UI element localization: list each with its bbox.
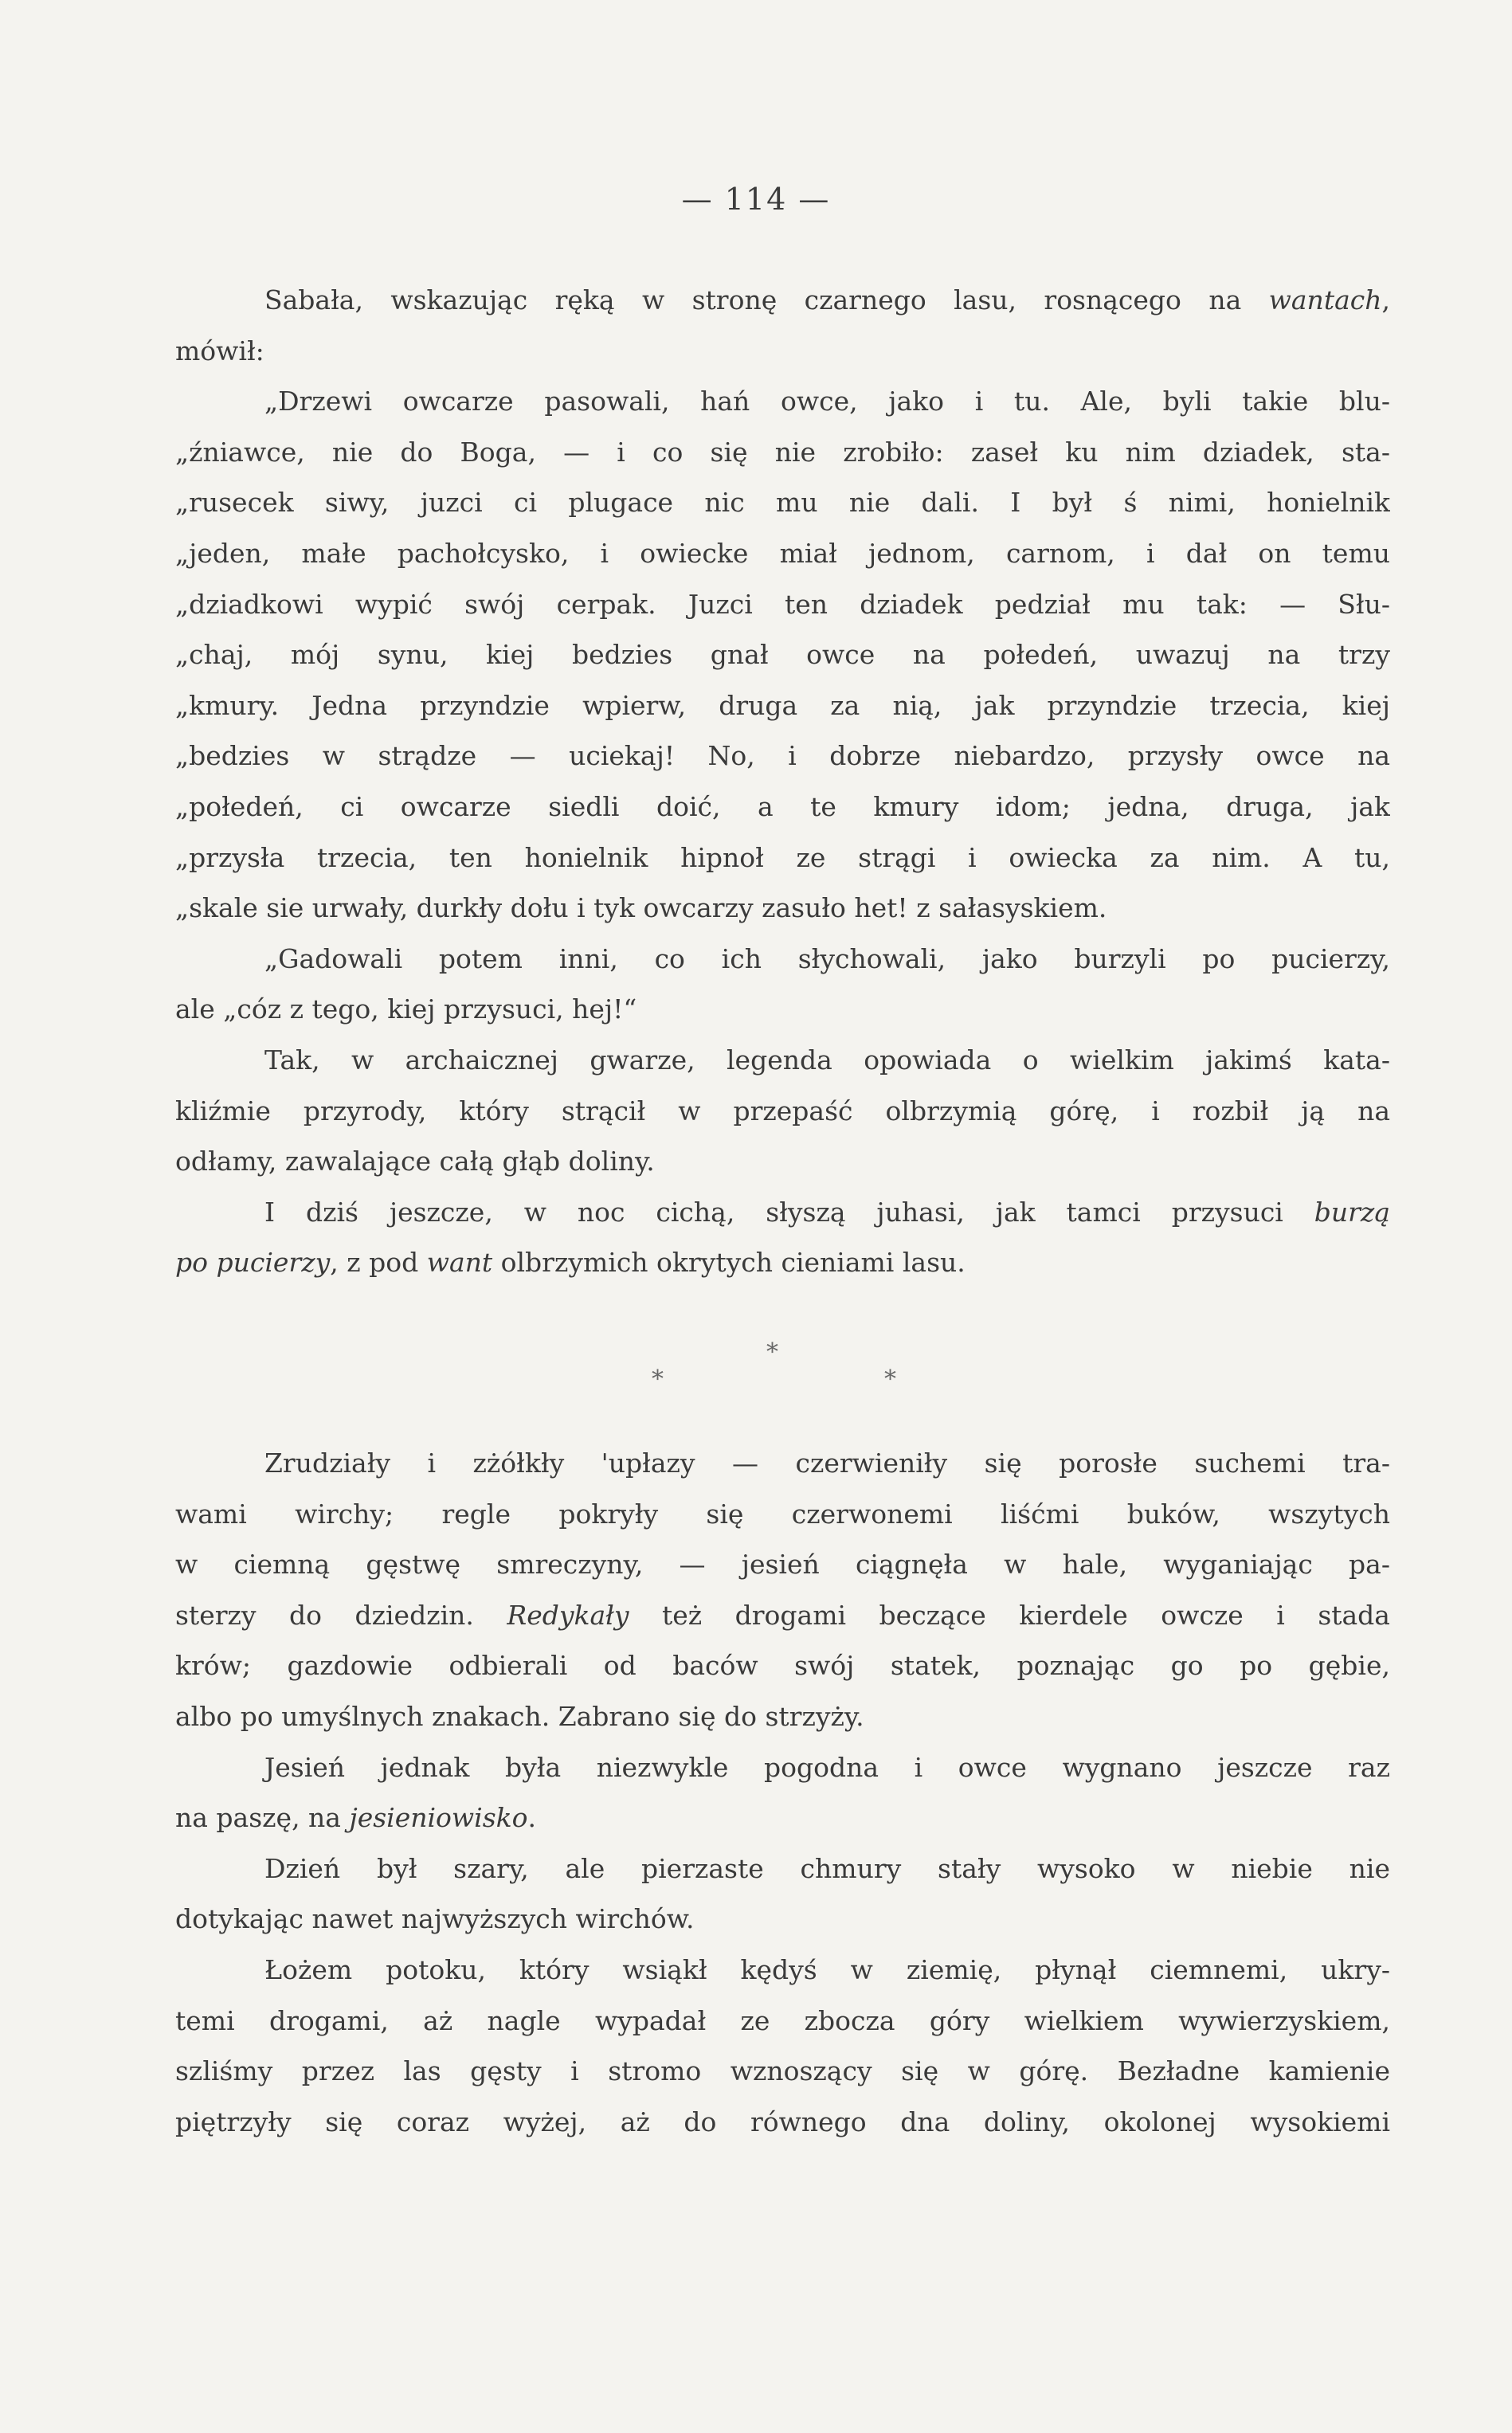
- text-run: krów; gazdowie odbierali od baców swój statek, poznając go po gębie,: [175, 1650, 1390, 1682]
- text-line: [175, 833, 1390, 883]
- text-run: szliśmy przez las gęsty i stromo wznoszący się w górę. Bezładne kamienie: [175, 2055, 1390, 2087]
- text-line: [175, 883, 1390, 934]
- text-line: [175, 477, 1390, 528]
- text-run: kliźmie przyrody, który strącił w przepaść olbrzymią górę, i rozbił ją na: [175, 1095, 1390, 1126]
- text-run: Łożem potoku, który wsiąkł kędyś w ziemię, płynął ciemnemi, ukry-: [264, 1953, 1390, 1985]
- autumn-text-block: [175, 1438, 1390, 2147]
- text-run: Tak, w archaicznej gwarze, legenda opowiada o wielkim jakimś kata-: [264, 1044, 1390, 1075]
- text-line: [175, 1742, 1390, 1793]
- text-line: [175, 1691, 1390, 1742]
- text-line: [175, 1438, 1390, 1489]
- text-run: dotykając nawet najwyższych wirchów.: [175, 1903, 695, 1935]
- asterism-divider: [0, 1338, 1512, 1402]
- text-run: „chaj, mój synu, kiej bedzies gnał owce na połedeń, uwazuj na trzy: [175, 639, 1390, 671]
- text-run: w ciemną gęstwę smreczyny, — jesień ciągnęła w hale, wyganiając pa-: [175, 1549, 1390, 1581]
- text-run: albo po umyślnych znakach. Zabrano się do strzyży.: [175, 1700, 864, 1732]
- italic-term: jesieniowisko: [349, 1802, 528, 1834]
- text-run: „źniawce, nie do Boga, — i co się nie zrobiło: zaseł ku nim dziadek, sta-: [175, 436, 1390, 468]
- text-run: też drogami beczące kierdele owcze i stada: [629, 1599, 1390, 1631]
- text-line: [175, 1539, 1390, 1590]
- text-line: [175, 1086, 1390, 1137]
- text-run: Sabała, wskazując ręką w stronę czarnego lasu, rosnącego na: [264, 284, 1269, 315]
- asterism-star: *: [652, 1365, 664, 1393]
- text-line: [175, 1843, 1390, 1894]
- text-line: [175, 2097, 1390, 2148]
- text-line: [175, 1996, 1390, 2047]
- text-line: [175, 427, 1390, 478]
- text-run: , z pod: [330, 1247, 427, 1279]
- italic-term: burzą: [1314, 1196, 1390, 1228]
- text-line: [175, 1590, 1390, 1641]
- legend-text-block: [175, 275, 1390, 1288]
- text-run: ,: [1381, 284, 1390, 315]
- text-run: sterzy do dziedzin.: [175, 1599, 507, 1631]
- text-line: [175, 1894, 1390, 1945]
- text-line: [175, 528, 1390, 579]
- text-line: [175, 2046, 1390, 2097]
- italic-term: wantach: [1268, 284, 1382, 315]
- text-line: [175, 984, 1390, 1035]
- text-line: [175, 1035, 1390, 1086]
- text-run: „połedeń, ci owcarze siedli doić, a te kmury idom; jedna, druga, jak: [175, 790, 1390, 822]
- italic-term: want: [426, 1247, 493, 1279]
- text-run: I dziś jeszcze, w noc cichą, słyszą juhasi, jak tamci przysuci: [264, 1196, 1314, 1228]
- text-line: [175, 782, 1390, 833]
- text-run: „Gadowali potem inni, co ich słychowali, jako burzyli po pucierzy,: [264, 942, 1390, 974]
- text-line: [175, 680, 1390, 731]
- italic-term: po pucierzy: [175, 1247, 331, 1279]
- text-line: [175, 376, 1390, 427]
- text-line: [175, 629, 1390, 680]
- text-line: [175, 1237, 1390, 1288]
- text-line: [175, 1136, 1390, 1187]
- page-number: — 114 —: [681, 182, 831, 217]
- text-run: „dziadkowi wypić swój cerpak. Juzci ten dziadek pedział mu tak: — Słu-: [175, 588, 1390, 620]
- text-run: ale „cóz z tego, kiej przysuci, hej!“: [175, 993, 637, 1025]
- text-run: „kmury. Jedna przyndzie wpierw, druga za nią, jak przyndzie trzecia, kiej: [175, 689, 1390, 721]
- text-run: „bedzies w strądze — uciekaj! No, i dobrze niebardzo, przysły owce na: [175, 740, 1390, 772]
- text-run: Zrudziały i zżółkły 'upłazy — czerwieniły się porosłe suchemi tra-: [264, 1448, 1390, 1479]
- text-run: Dzień był szary, ale pierzaste chmury stały wysoko w niebie nie: [264, 1852, 1390, 1884]
- text-run: piętrzyły się coraz wyżej, aż do równego dna doliny, okolonej wysokiemi: [175, 2106, 1390, 2137]
- text-line: [175, 1792, 1390, 1843]
- text-run: „Drzewi owcarze pasowali, hań owce, jako i tu. Ale, byli takie blu-: [264, 386, 1390, 417]
- text-run: „skale sie urwały, durkły dołu i tyk owcarzy zasuło het! z sałasyskiem.: [175, 892, 1107, 924]
- text-line: [175, 731, 1390, 782]
- text-run: na paszę, na: [175, 1802, 350, 1834]
- text-run: „jeden, małe pachołcysko, i owiecke miał jednom, carnom, i dał on temu: [175, 537, 1390, 569]
- text-run: „rusecek siwy, juzci ci plugace nic mu nie dali. I był ś nimi, honielnik: [175, 487, 1390, 519]
- text-run: .: [527, 1802, 537, 1834]
- asterism-star: *: [884, 1365, 896, 1393]
- italic-term: Redykały: [507, 1599, 629, 1631]
- text-run: mówił:: [175, 335, 264, 366]
- text-run: wami wirchy; regle pokryły się czerwonemi liśćmi buków, wszytych: [175, 1498, 1390, 1530]
- text-line: [175, 934, 1390, 985]
- text-run: temi drogami, aż nagle wypadał ze zbocza góry wielkiem wywierzyskiem,: [175, 2004, 1390, 2036]
- text-line: [175, 1640, 1390, 1691]
- text-line: [175, 1489, 1390, 1540]
- text-line: [175, 1945, 1390, 1996]
- text-line: [175, 579, 1390, 630]
- text-line: [175, 326, 1390, 377]
- text-run: odłamy, zawalające całą głąb doliny.: [175, 1146, 655, 1177]
- asterism-star: *: [766, 1338, 778, 1366]
- text-run: „przysła trzecia, ten honielnik hipnoł ze strągi i owiecka za nim. A tu,: [175, 841, 1390, 873]
- text-run: olbrzymich okrytych cieniami lasu.: [492, 1247, 966, 1279]
- text-line: [175, 1187, 1390, 1238]
- text-run: Jesień jednak była niezwykle pogodna i owce wygnano jeszcze raz: [264, 1751, 1390, 1783]
- text-line: [175, 275, 1390, 326]
